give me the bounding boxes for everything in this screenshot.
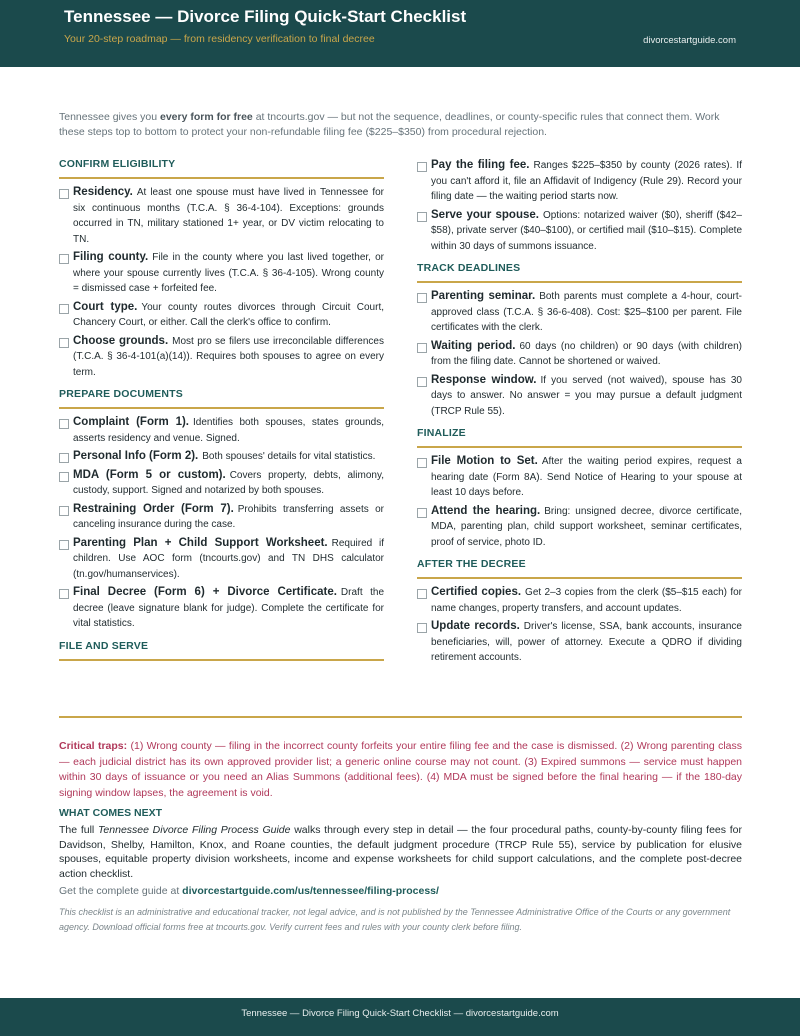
disclaimer: This checklist is an administrative and educational tracker, not legal advice, and is not published by the Tennessee Administrative Office of the Courts or any government agency. Download official forms free at tncourts.gov. Verify current fees and rules with your county clerk before filing. — [59, 907, 731, 932]
checklist-deadlines — [417, 289, 742, 419]
checklist-item — [417, 454, 742, 501]
item-title: Restraining Order (Form 7). — [73, 502, 234, 515]
item-title: Residency. — [73, 186, 133, 198]
page-subtitle: Your 20-step roadmap — from residency verification to final decree — [64, 33, 375, 45]
checklist-item — [59, 468, 384, 499]
checklist-item — [59, 502, 384, 533]
intro-emphasis: every form for free — [159, 111, 253, 123]
item-title: Attend the hearing. — [431, 504, 541, 517]
section-title-after: AFTER THE DECREE — [417, 558, 742, 579]
checkbox[interactable] — [417, 293, 427, 303]
item-description: If you served (not waived), spouse has 30 days to answer. No answer = you may pursue a default judgment (TRCP Rule 55). — [431, 374, 742, 417]
item-description: Your county routes divorces through Circuit Court, Chancery Court, or either. Call the clerk's office to confirm. — [73, 301, 384, 328]
checkbox[interactable] — [59, 189, 69, 199]
item-title: Serve your spouse. — [431, 208, 539, 221]
item-description: Ranges $225–$350 by county (2026 rates). If you can't afford it, file an Affidavit of Indigency (Rule 29). Record your filing date — the waiting period starts now. — [431, 160, 742, 202]
checkbox[interactable] — [417, 589, 427, 599]
section-title-prepare: PREPARE DOCUMENTS — [59, 388, 384, 409]
checklist-item — [417, 339, 742, 370]
checkbox[interactable] — [59, 338, 69, 348]
checkbox[interactable] — [59, 589, 69, 599]
section-title-eligibility: CONFIRM ELIGIBILITY — [59, 158, 384, 179]
checklist-item — [59, 250, 384, 297]
wcn-text-rest: walks through every step in detail — the four procedural paths, county-by-county filing fees for Davidson, Shelby, Hamilton, Knox, and Roane counties, the default judgment procedure (TRCP Rule 55), service by publication for elusive spouses, equitable property division worksheets, income and expense worksheets for child support calculations, and the complete post-decree action checklist. — [59, 824, 742, 880]
checkbox[interactable] — [417, 212, 427, 222]
checklist-finalize — [417, 454, 742, 550]
checklist-item — [59, 415, 384, 446]
item-description: Options: notarized waiver ($0), sheriff ($42–$58), private server ($40–$100), or certified mail ($10–$15). Complete within 30 days of summons issuance. — [431, 209, 742, 252]
intro-text: Tennessee gives you — [59, 111, 160, 123]
what-comes-next-body — [59, 823, 742, 881]
item-title: Court type. — [73, 300, 138, 313]
checklist-item — [417, 208, 742, 255]
checklist-item — [59, 449, 384, 465]
item-title: Personal Info (Form 2). — [73, 450, 199, 462]
section-title-file-serve: FILE AND SERVE — [59, 640, 384, 661]
traps-text: (1) Wrong county — filing in the incorrect county forfeits your entire filing fee and the case is dismissed. (2) Wrong parenting class — each judicial district has its own approved provider list; a generic online course may not count. (3) Expired summons — service must happen within 30 days of issuance or you need an Alias Summons (additional fees). (4) MDA must be signed before the final hearing — if the 180-day signing window lapses, the agreement is void. — [59, 740, 742, 799]
checklist-item — [59, 585, 384, 632]
item-description: Driver's license, SSA, bank accounts, insurance beneficiaries, will, power of attorney. Execute a QDRO if dividing retirement accounts. — [431, 621, 742, 663]
checklist-item — [417, 619, 742, 666]
item-description: After the waiting period expires, request a hearing date (Form 8A). Send Notice of Hearing to your spouse at least 10 days before. — [431, 456, 742, 498]
guide-cta — [59, 885, 439, 897]
item-description: Draft the decree (leave signature blank for judge). Complete the certificate for vital statistics. — [73, 587, 385, 629]
item-description: Prohibits transferring assets or canceling insurance during the case. — [73, 503, 384, 530]
checklist-item — [417, 373, 742, 420]
site-name: divorcestartguide.com — [643, 35, 736, 46]
checkbox[interactable] — [417, 343, 427, 353]
checkbox[interactable] — [417, 162, 427, 172]
right-column — [417, 158, 742, 669]
item-description: Most pro se filers use irreconcilable differences (T.C.A. § 36-4-101(a)(14)). Requires both spouses to agree on every term. — [73, 335, 384, 378]
checkbox[interactable] — [59, 419, 69, 429]
checklist-item — [59, 300, 384, 331]
critical-traps — [59, 739, 742, 801]
item-title: Response window. — [431, 373, 537, 386]
item-title: Certified copies. — [431, 586, 522, 598]
checkbox[interactable] — [417, 377, 427, 387]
checklist-after — [417, 585, 742, 666]
section-divider — [59, 716, 742, 718]
wcn-text: The full — [59, 824, 98, 836]
guide-link[interactable]: divorcestartguide.com/us/tennessee/filing-process/ — [182, 885, 439, 897]
item-title: Parenting Plan + Child Support Worksheet. — [73, 536, 328, 549]
item-description: Both spouses' details for vital statistics. — [202, 451, 376, 462]
intro-paragraph — [59, 110, 742, 140]
item-title: Complaint (Form 1). — [73, 416, 189, 428]
checkbox[interactable] — [59, 506, 69, 516]
item-description: File in the county where you last lived together, or where your spouse currently lives (T.C.A. § 36-4-105). Wrong county = dismissed case + forfeited fee. — [73, 252, 384, 294]
checkbox[interactable] — [417, 458, 427, 468]
intro-text-rest: at tncourts.gov — but not the sequence, deadlines, or county-specific rules that connect them. Work these steps top to bottom to protect your non-refundable filing fee ($225–$350) from procedural rejection. — [59, 111, 720, 138]
item-title: MDA (Form 5 or custom). — [73, 468, 226, 481]
item-description: Identifies both spouses, states grounds, asserts residency and venue. Signed. — [73, 417, 384, 444]
checklist-file-serve — [417, 158, 742, 254]
section-title-deadlines: TRACK DEADLINES — [417, 262, 742, 283]
checklist-item — [59, 185, 384, 247]
checklist-item — [417, 289, 742, 336]
item-description: Required if children. Use AOC form (tncourts.gov) and TN DHS calculator (tn.gov/humanservices). — [73, 537, 384, 580]
item-description: 60 days (no children) or 90 days (with children) from the filing date. Cannot be shortened or waived. — [431, 340, 742, 367]
traps-label: Critical traps: — [59, 740, 128, 752]
checklist-item — [417, 585, 742, 616]
item-title: Pay the filing fee. — [431, 159, 530, 171]
item-description: At least one spouse must have lived in Tennessee for six continuous months (T.C.A. § 36-4-104). Exceptions: grounds occurred in TN, military stationed 1+ year, or DV victim relocating to TN. — [73, 187, 384, 245]
guide-name: Tennessee Divorce Filing Process Guide — [97, 824, 291, 836]
checkbox[interactable] — [59, 304, 69, 314]
item-description: Covers property, debts, alimony, custody, support. Signed and notarized by both spouses. — [73, 469, 384, 496]
item-title: Choose grounds. — [73, 334, 169, 347]
item-description: Bring: unsigned decree, divorce certificate, MDA, parenting plan, child support worksheet, seminar certificates, proof of service, photo ID. — [431, 505, 742, 548]
item-description: Get 2–3 copies from the clerk ($5–$15 each) for name changes, property transfers, and account updates. — [431, 587, 742, 614]
item-title: Parenting seminar. — [431, 290, 536, 302]
checklist-prepare — [59, 415, 384, 632]
item-title: Update records. — [431, 620, 520, 632]
checkbox[interactable] — [417, 623, 427, 633]
left-column — [59, 158, 384, 667]
checklist-item — [417, 504, 742, 551]
cta-text: Get the complete guide at — [59, 885, 183, 897]
what-comes-next-title: WHAT COMES NEXT — [59, 807, 163, 819]
checkbox[interactable] — [59, 472, 69, 482]
page-footer: Tennessee — Divorce Filing Quick-Start Checklist — divorcestartguide.com — [0, 998, 800, 1036]
checklist-item — [59, 536, 384, 583]
item-title: File Motion to Set. — [431, 455, 538, 467]
checklist-item — [417, 158, 742, 205]
checkbox[interactable] — [59, 540, 69, 550]
checkbox[interactable] — [417, 508, 427, 518]
item-title: Final Decree (Form 6) + Divorce Certificate. — [73, 586, 337, 598]
checklist-item — [59, 334, 384, 381]
checklist-eligibility — [59, 185, 384, 380]
item-title: Waiting period. — [431, 339, 516, 352]
checkbox[interactable] — [59, 254, 69, 264]
checkbox[interactable] — [59, 453, 69, 463]
page-title: Tennessee — Divorce Filing Quick-Start Checklist — [64, 7, 467, 26]
section-title-finalize: FINALIZE — [417, 427, 742, 448]
page-header — [0, 0, 800, 67]
item-description: Both parents must complete a 4-hour, court-approved class (T.C.A. § 36-6-408). Cost: $25–$100 per parent. File certificates with the clerk. — [431, 291, 742, 333]
item-title: Filing county. — [73, 251, 149, 263]
